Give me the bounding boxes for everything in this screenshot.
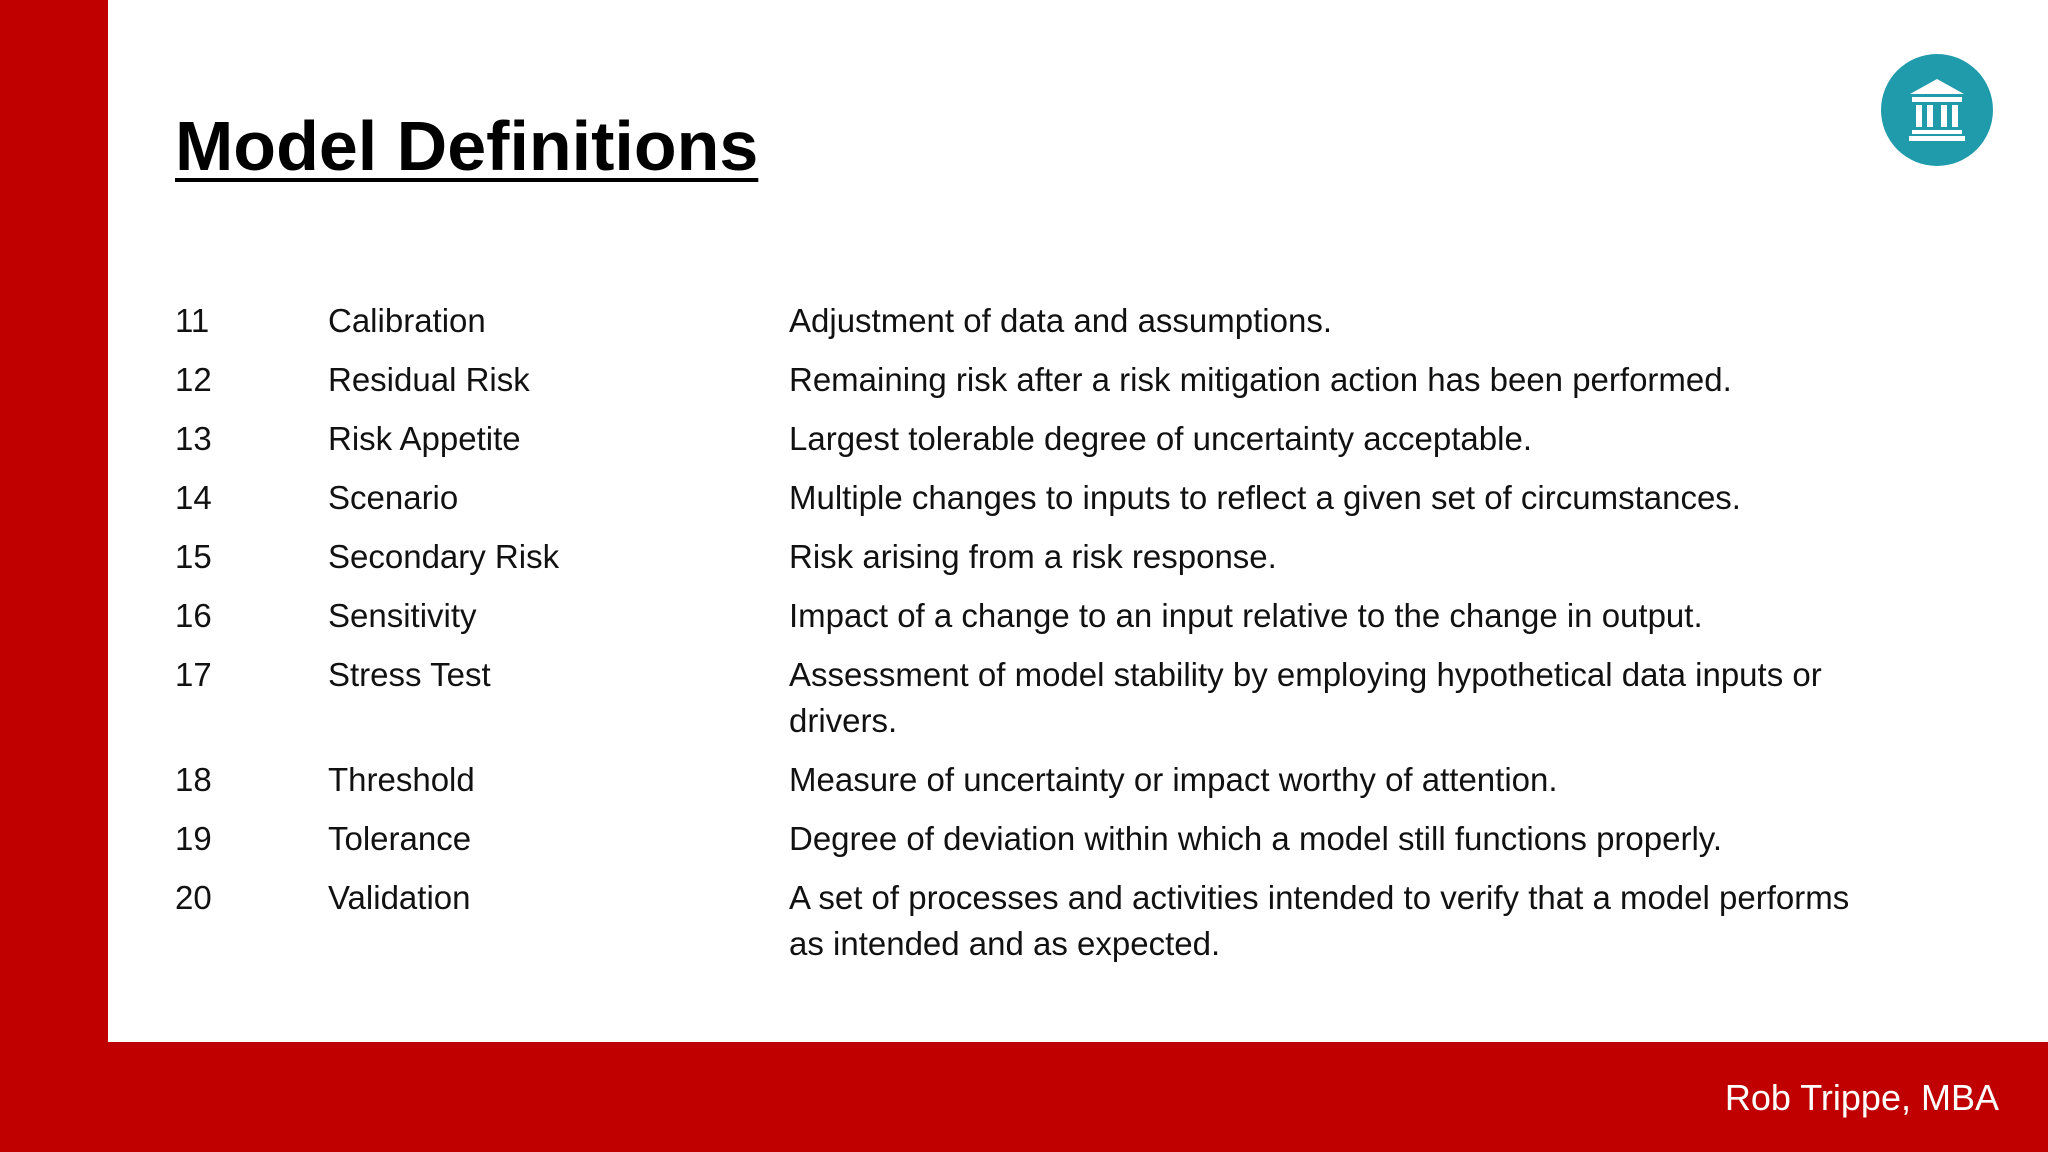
definition-number: 20 <box>175 879 212 916</box>
definition-number: 17 <box>175 656 212 693</box>
definition-text: Adjustment of data and assumptions. <box>789 302 1332 339</box>
definition-number: 18 <box>175 761 212 798</box>
definition-number: 15 <box>175 538 212 575</box>
definition-number: 14 <box>175 479 212 516</box>
definition-text: Assessment of model stability by employing hypothetical data inputs or drivers. <box>789 656 1822 739</box>
definition-term: Sensitivity <box>328 597 477 634</box>
definition-term: Threshold <box>328 761 475 798</box>
definition-text: Largest tolerable degree of uncertainty acceptable. <box>789 420 1532 457</box>
definition-text: Impact of a change to an input relative to the change in output. <box>789 597 1703 634</box>
definition-row <box>175 757 1875 803</box>
left-accent-bar <box>0 0 108 1152</box>
page-title: Model Definitions <box>175 107 759 185</box>
definition-row <box>175 416 1875 462</box>
definition-row <box>175 357 1875 403</box>
definition-term: Risk Appetite <box>328 420 521 457</box>
definition-text: Remaining risk after a risk mitigation action has been performed. <box>789 361 1732 398</box>
definition-term: Tolerance <box>328 820 472 857</box>
definition-term: Scenario <box>328 479 459 516</box>
definition-term: Stress Test <box>328 656 491 693</box>
definition-row <box>175 652 1875 744</box>
definition-row <box>175 298 1875 344</box>
definition-number: 16 <box>175 597 212 634</box>
definition-text: Degree of deviation within which a model still functions properly. <box>789 820 1723 857</box>
definition-number: 12 <box>175 361 212 398</box>
definition-row <box>175 816 1875 862</box>
definition-row <box>175 475 1875 521</box>
definition-text: Measure of uncertainty or impact worthy of attention. <box>789 761 1558 798</box>
definition-row <box>175 875 1875 967</box>
definition-term: Validation <box>328 879 471 916</box>
definitions-list <box>175 298 1875 980</box>
definition-term: Calibration <box>328 302 486 339</box>
definition-term: Residual Risk <box>328 361 530 398</box>
definition-row <box>175 534 1875 580</box>
footer-author: Rob Trippe, MBA <box>1724 1077 1999 1118</box>
bank-building-icon <box>1881 54 1993 166</box>
definition-row <box>175 593 1875 639</box>
definition-text: Multiple changes to inputs to reflect a given set of circumstances. <box>789 479 1741 516</box>
definition-number: 19 <box>175 820 212 857</box>
definition-text: A set of processes and activities intended to verify that a model performs as intended and as expected. <box>789 879 1850 962</box>
definition-number: 13 <box>175 420 212 457</box>
definition-number: 11 <box>175 302 210 339</box>
definition-text: Risk arising from a risk response. <box>789 538 1277 575</box>
definition-term: Secondary Risk <box>328 538 560 575</box>
